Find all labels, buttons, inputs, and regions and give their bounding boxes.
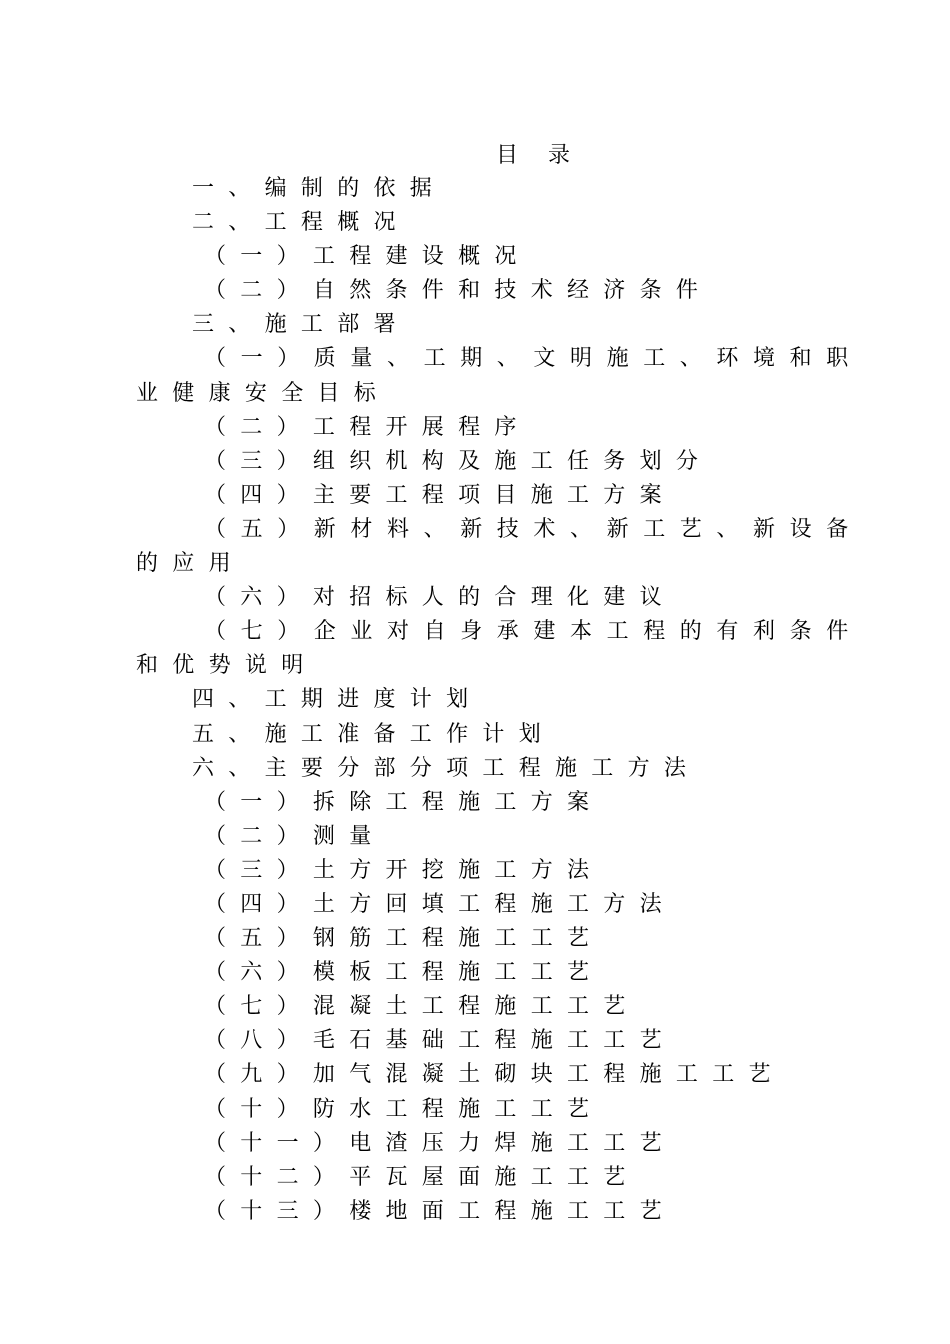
toc-line: （十）防水工程施工工艺 [204,1096,604,1122]
toc-line: 六、主要分部分项工程施工方法 [192,755,701,781]
table-of-contents [136,172,863,1229]
toc-line: 业健康安全目标 [136,380,391,406]
toc-line: （六）模板工程施工工艺 [204,960,604,986]
toc-title: 目录 [496,143,601,168]
toc-line: （七）混凝土工程施工工艺 [204,994,640,1020]
toc-line: 和优势说明 [136,653,318,679]
toc-line: （一）工程建设概况 [204,244,531,270]
toc-line: （十三）楼地面工程施工工艺 [204,1198,676,1224]
toc-line: （二）工程开展程序 [204,414,531,440]
toc-line: （五）新材料、新技术、新工艺、新设备 [204,516,863,542]
toc-line: 四、工期进度计划 [192,687,483,713]
toc-line: （四）主要工程项目施工方案 [204,482,676,508]
toc-line: （四）土方回填工程施工方法 [204,891,676,917]
toc-line: （一）拆除工程施工方案 [204,789,604,815]
toc-line: 一、编制的依据 [192,176,447,201]
toc-line: （三）土方开挖施工方法 [204,857,604,883]
toc-line: 三、施工部署 [192,312,410,338]
toc-line: 二、工程概况 [192,210,410,236]
toc-line: （九）加气混凝土砌块工程施工工艺 [204,1062,785,1088]
toc-line: （三）组织机构及施工任务划分 [204,448,713,474]
toc-line: （六）对招标人的合理化建议 [204,585,676,611]
toc-line: （十二）平瓦屋面施工工艺 [204,1164,640,1190]
toc-line: 五、施工准备工作计划 [192,721,556,747]
toc-line: 的应用 [136,551,245,577]
toc-line: （十一）电渣压力焊施工工艺 [204,1130,676,1156]
toc-line: （一）质量、工期、文明施工、环境和职 [204,346,863,372]
toc-line: （五）钢筋工程施工工艺 [204,926,604,952]
toc-line: （二）测量 [204,823,386,849]
toc-line: （二）自然条件和技术经济条件 [204,278,713,304]
toc-line: （八）毛石基础工程施工工艺 [204,1028,676,1054]
toc-line: （七）企业对自身承建本工程的有利条件 [204,619,863,645]
